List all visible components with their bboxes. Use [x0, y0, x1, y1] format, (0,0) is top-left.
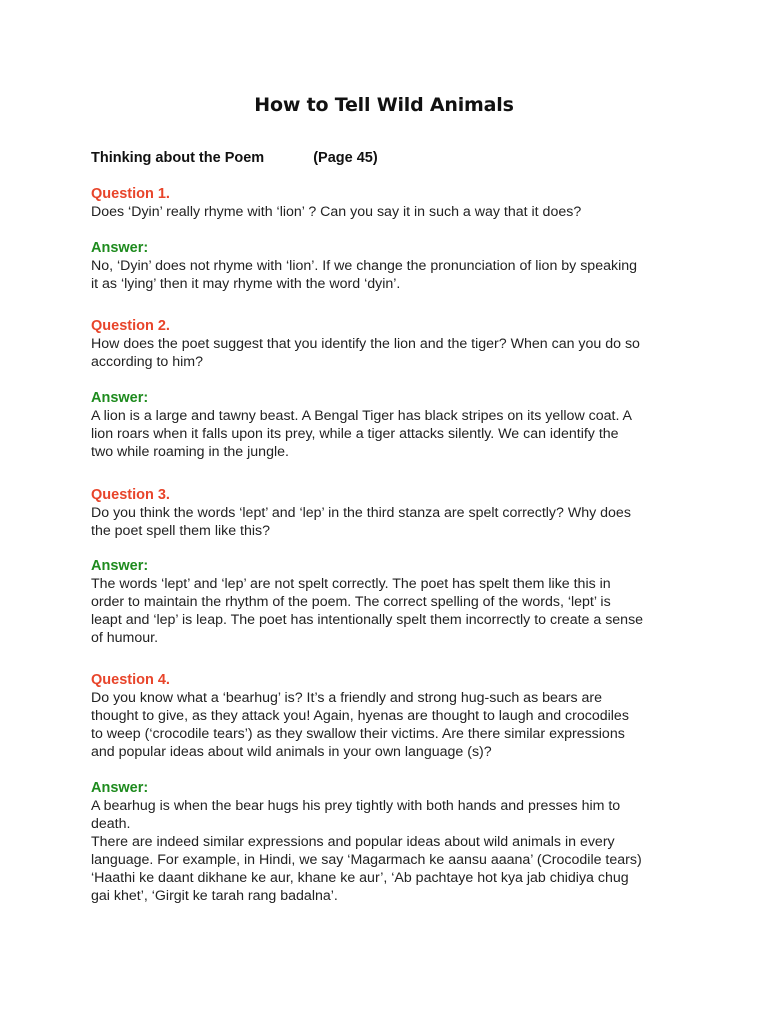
question-text-line: Do you think the words ‘lept’ and ‘lep’ in the third stanza are spelt correctly? Why does — [91, 505, 631, 521]
answer-label: Answer: — [91, 240, 149, 256]
answer-text-line: ‘Haathi ke daant dikhane ke aur, khane ke aur’, ‘Ab pachtaye hot kya jab chidiya chug — [91, 870, 629, 886]
answer-text-line: A bearhug is when the bear hugs his prey tightly with both hands and presses him to — [91, 798, 621, 814]
question-text-line: Do you know what a ‘bearhug’ is? It’s a friendly and strong hug-such as bears are — [91, 690, 603, 706]
question-text-line: How does the poet suggest that you identify the lion and the tiger? When can you do so — [91, 336, 640, 352]
answer-text-line: it as ‘lying’ then it may rhyme with the word ‘dyin’. — [91, 276, 401, 292]
section-heading — [91, 150, 378, 166]
section-heading-text: Thinking about the Poem — [91, 150, 265, 166]
answer-text-line: death. — [91, 816, 131, 832]
question-1-block — [91, 185, 691, 221]
answer-text-line: leapt and ‘lep’ is leap. The poet has intentionally spelt them incorrectly to create a sense — [91, 612, 644, 628]
answer-text-line: language. For example, in Hindi, we say ‘Magarmach ke aansu aaana’ (Crocodile tears) — [91, 852, 642, 868]
question-label: Question 2. — [91, 318, 170, 334]
question-text-line: thought to give, as they attack you! Again, hyenas are thought to laugh and crocodiles — [91, 708, 629, 724]
answer-4-block — [91, 779, 691, 905]
page-reference: (Page 45) — [313, 150, 378, 166]
question-text-line: according to him? — [91, 354, 203, 370]
answer-text-line: order to maintain the rhythm of the poem. The correct spelling of the words, ‘lept’ is — [91, 594, 611, 610]
question-text-line: Does ‘Dyin’ really rhyme with ‘lion’ ? Can you say it in such a way that it does? — [91, 204, 582, 220]
answer-text-line: No, ‘Dyin’ does not rhyme with ‘lion’. If we change the pronunciation of lion by speaking — [91, 258, 637, 274]
answer-label: Answer: — [91, 558, 149, 574]
answer-text-line: A lion is a large and tawny beast. A Bengal Tiger has black stripes on its yellow coat. A — [91, 408, 633, 424]
question-3-block — [91, 486, 691, 540]
answer-text-line: There are indeed similar expressions and popular ideas about wild animals in every — [91, 834, 615, 850]
question-text-line: and popular ideas about wild animals in your own language (s)? — [91, 744, 492, 760]
answer-text-line: lion roars when it falls upon its prey, while a tiger attacks silently. We can identify the — [91, 426, 619, 442]
question-label: Question 3. — [91, 487, 170, 503]
answer-label: Answer: — [91, 390, 149, 406]
answer-text-line: of humour. — [91, 630, 159, 646]
question-text-line: the poet spell them like this? — [91, 523, 271, 539]
answer-1-block — [91, 239, 691, 293]
answer-text-line: The words ‘lept’ and ‘lep’ are not spelt correctly. The poet has spelt them like this in — [91, 576, 611, 592]
answer-2-block — [91, 389, 691, 461]
answer-label: Answer: — [91, 780, 149, 796]
question-label: Question 4. — [91, 672, 170, 688]
answer-text-line: gai khet’, ‘Girgit ke tarah rang badalna’. — [91, 888, 338, 904]
answer-text-line: two while roaming in the jungle. — [91, 444, 289, 460]
question-text-line: to weep (‘crocodile tears’) as they swallow their victims. Are there similar expressions — [91, 726, 625, 742]
question-2-block — [91, 317, 691, 371]
page-title: How to Tell Wild Animals — [254, 94, 514, 116]
question-4-block — [91, 671, 691, 761]
question-label: Question 1. — [91, 186, 170, 202]
answer-3-block — [91, 557, 691, 647]
